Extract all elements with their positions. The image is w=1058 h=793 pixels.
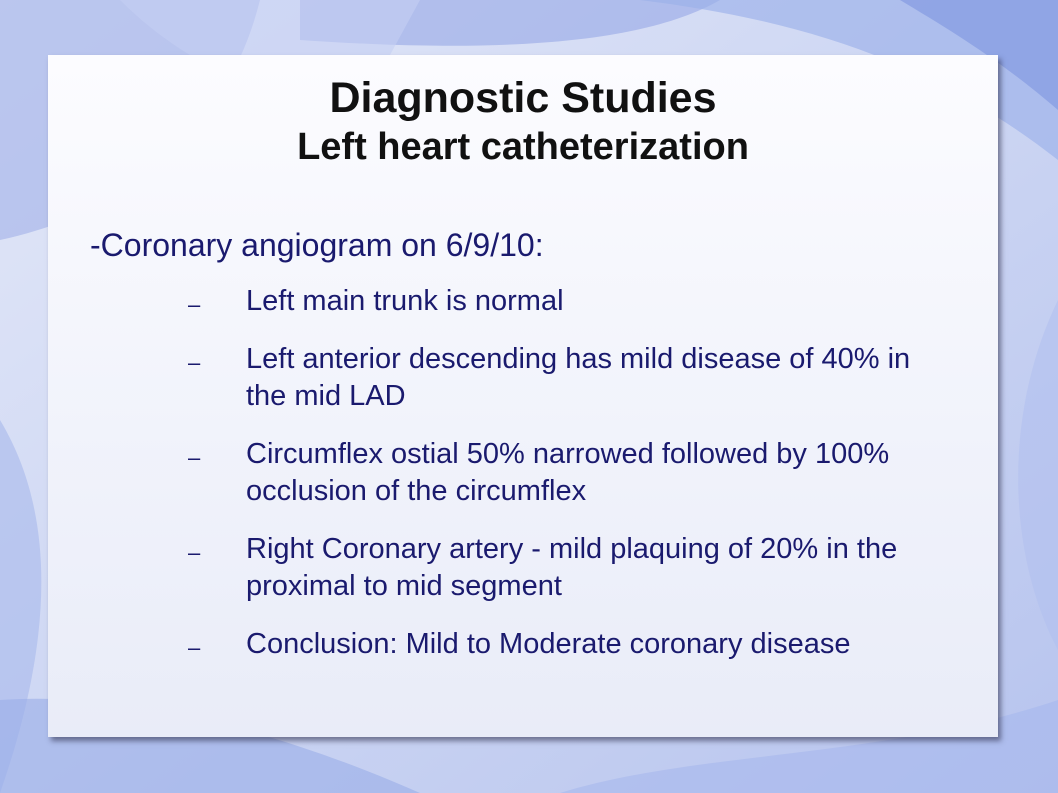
- slide-title: Diagnostic Studies: [329, 74, 717, 122]
- list-item: [48, 436, 998, 510]
- list-item-text: Conclusion: Mild to Moderate coronary disease: [246, 628, 851, 660]
- lead-line: -Coronary angiogram on 6/9/10:: [90, 227, 544, 263]
- list-item-text: Left anterior descending has mild disease of 40% in the mid LAD: [246, 343, 911, 412]
- dash-marker: –: [188, 635, 201, 660]
- list-item: [48, 531, 998, 605]
- list-item-text: Left main trunk is normal: [246, 285, 564, 317]
- list-item-text: Circumflex ostial 50% narrowed followed by 100% occlusion of the circumflex: [246, 438, 890, 507]
- list-item: [48, 626, 998, 663]
- slide-panel: [48, 55, 998, 737]
- dash-marker: –: [188, 350, 201, 375]
- list-item: [48, 341, 998, 415]
- title-block: [48, 72, 998, 170]
- list-item: [48, 283, 998, 320]
- bullet-list: [48, 283, 998, 684]
- list-item-text: Right Coronary artery - mild plaquing of 20% in the proximal to mid segment: [246, 533, 898, 602]
- slide-subtitle: Left heart catheterization: [297, 126, 749, 168]
- dash-marker: –: [188, 445, 201, 470]
- dash-marker: –: [188, 540, 201, 565]
- dash-marker: –: [188, 292, 201, 317]
